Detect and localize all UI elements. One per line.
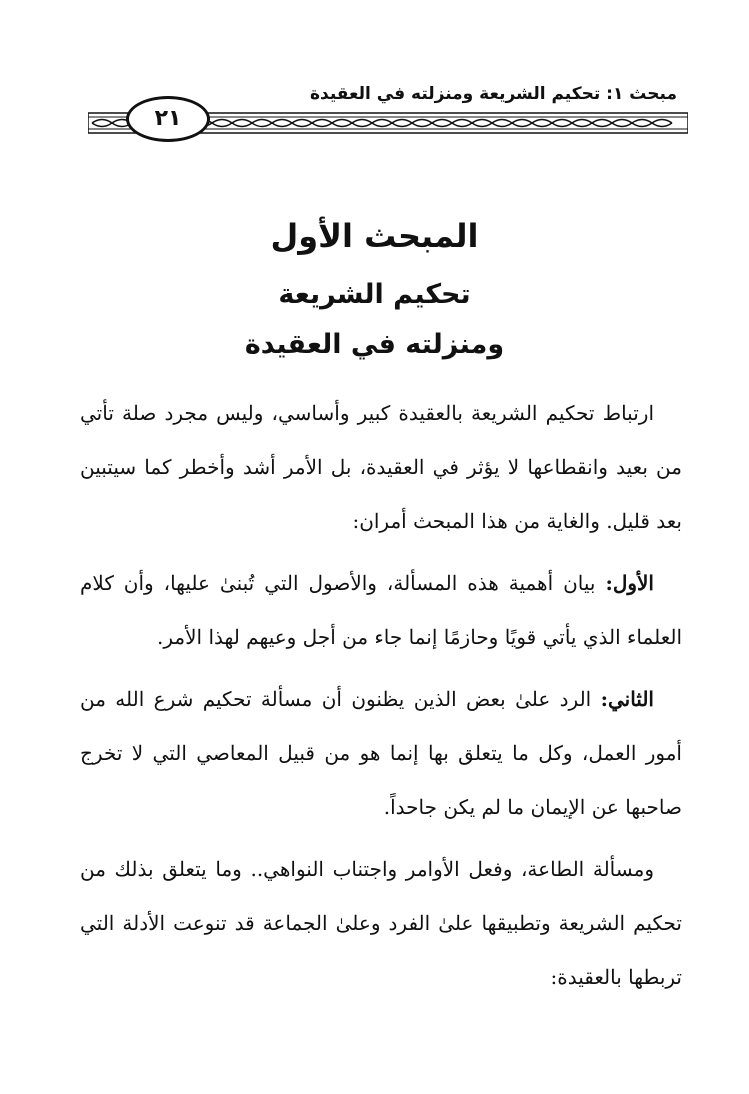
section-title: المبحث الأول — [270, 217, 479, 255]
paragraph-2-text: بيان أهمية هذه المسألة، والأصول التي تُبنىٰ عليها، وأن كلام العلماء الذي يأتي قويًا وحازمًا إنما جاء من أجل وعيهم لهذا الأمر. — [80, 571, 682, 649]
body-text — [80, 386, 682, 1012]
page-number: ٢١ — [154, 106, 182, 131]
paragraph-2-label: الأول: — [605, 571, 654, 595]
paragraph-1: ارتباط تحكيم الشريعة بالعقيدة كبير وأساسي، وليس مجرد صلة تأتي من بعيد وانقطاعها لا يؤثر في العقيدة، بل الأمر أشد وأخطر كما سيتبين بعد قليل. والغاية من هذا المبحث أمران: — [80, 401, 682, 533]
paragraph-3-text: الرد علىٰ بعض الذين يظنون أن مسألة تحكيم شرع الله من أمور العمل، وكل ما يتعلق بها إنما هو من قبيل المعاصي التي لا تخرج صاحبها عن الإيمان ما لم يكن جاحداً. — [80, 687, 682, 819]
paragraph-3-label: الثاني: — [600, 687, 654, 711]
paragraph-4: ومسألة الطاعة، وفعل الأوامر واجتناب النواهي.. وما يتعلق بذلك من تحكيم الشريعة وتطبيقها علىٰ الفرد وعلىٰ الجماعة قد تنوعت الأدلة التي تربطها بالعقيدة: — [80, 857, 682, 989]
running-header: مبحث ١: تحكيم الشريعة ومنزلته في العقيدة — [310, 84, 677, 104]
paragraph-2 — [80, 556, 682, 664]
page-number-badge — [126, 96, 210, 142]
section-subtitle-line-1: تحكيم الشريعة — [278, 279, 471, 310]
section-subtitle-line-2: ومنزلته في العقيدة — [244, 329, 505, 360]
paragraph-3 — [80, 672, 682, 834]
